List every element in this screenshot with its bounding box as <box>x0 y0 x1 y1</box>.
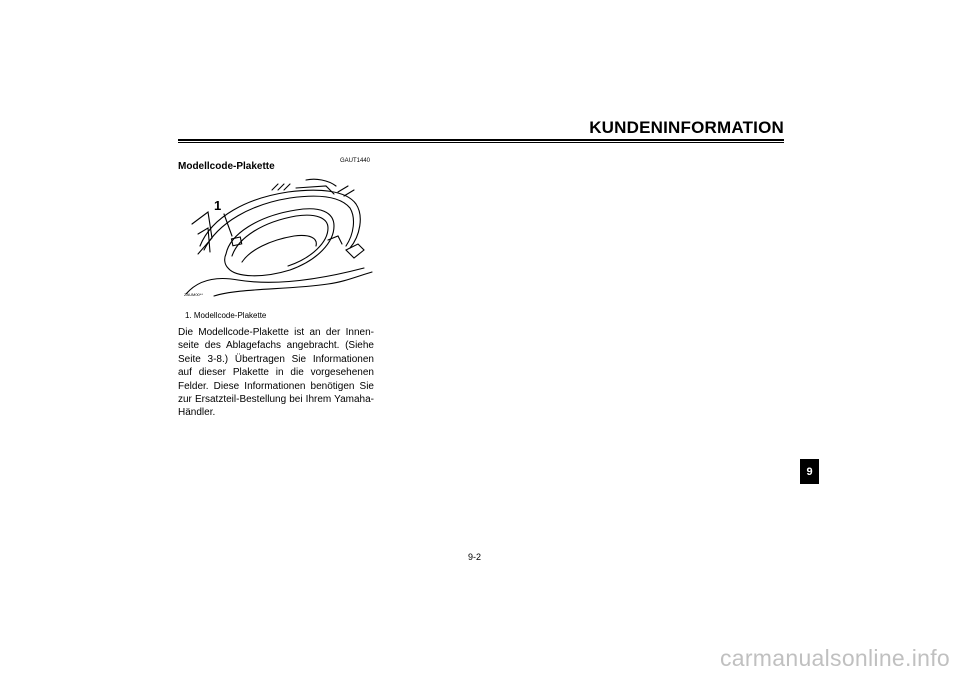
figure-callout-number: 1 <box>214 198 222 213</box>
figure-caption: 1. Modellcode-Plakette <box>185 311 267 320</box>
watermark: carmanualsonline.info <box>719 645 950 671</box>
storage-compartment-illustration <box>178 176 376 300</box>
page-number: 9-2 <box>468 552 482 562</box>
body-paragraph: Die Modellcode-Plakette ist an der Innenseite des Ablagefachs angebracht. (Siehe Seite 3-8.) Übertragen Sie Informationen auf dieser Plakette in die vorgesehenen Felder. Diese Informationen benötigen Sie zur Ersatzteil-Bestellung bei Ihrem Yamaha-Händler. <box>178 327 374 419</box>
header-rule-thin <box>178 142 784 143</box>
chapter-tab: 9 <box>800 459 819 484</box>
figure-image-code: ZAUM00** <box>184 292 203 297</box>
section-code: GAUT1440 <box>340 158 371 164</box>
section-title: Modellcode-Plakette <box>178 161 275 172</box>
header-rule <box>178 139 784 141</box>
page-title: KUNDENINFORMATION <box>589 118 784 137</box>
